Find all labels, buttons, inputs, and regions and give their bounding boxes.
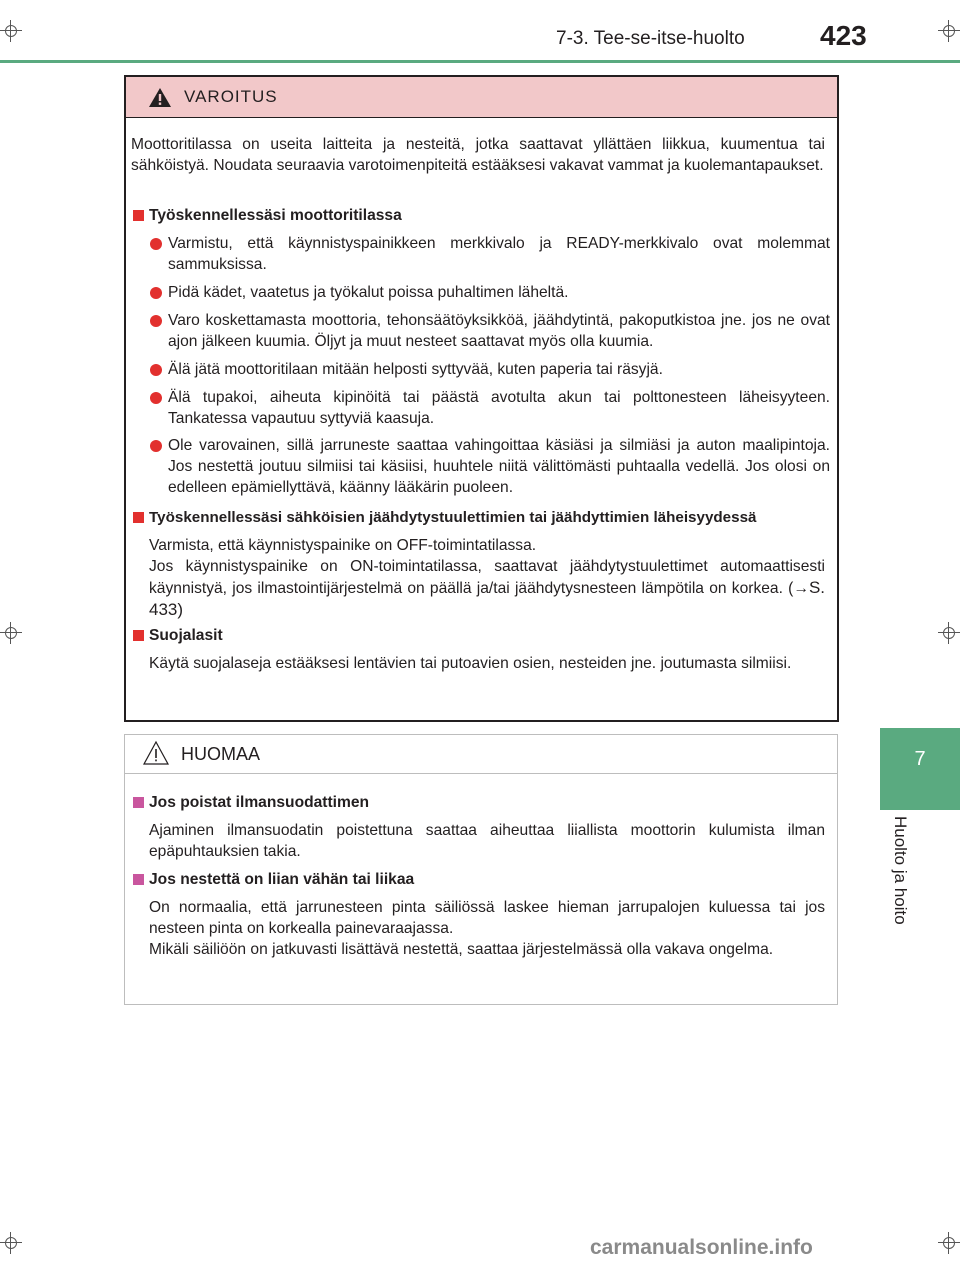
chapter-tab (880, 728, 960, 810)
bullet-dot-icon (150, 440, 162, 452)
crop-mark-mid-left (0, 622, 22, 644)
warning-body-text: Jos käynnistyspainike on ON-toimintatilassa, saattavat jäähdytystuulettimet automaattisesti käynnistyä, jos ilmastointijärjestelmä on päällä ja/tai jäähdytysnesteen lämpötila on korkea. ( (149, 558, 825, 597)
warning-bullet: Varo koskettamasta moottoria, tehonsäätöyksikköä, jäähdytintä, pakoputkistoa jne. jos ne ovat ajon jälkeen kuumia. Öljyt ja muut nesteet saattavat myös olla kuumia. (168, 312, 830, 350)
notice-header (125, 735, 837, 774)
warning-body: Varmista, että käynnistyspainike on OFF-toimintatilassa. (149, 537, 537, 554)
crop-mark-bottom-right (938, 1232, 960, 1254)
notice-section-heading: Jos nestettä on liian vähän tai liikaa (149, 871, 415, 888)
section-square-icon (133, 630, 144, 641)
crop-mark-mid-right (938, 622, 960, 644)
warning-body: Käytä suojalaseja estääksesi lentävien tai putoavien osien, nesteiden jne. joutumasta silmiisi. (149, 655, 792, 672)
header-rule (0, 60, 960, 63)
warning-section-heading: Suojalasit (149, 627, 223, 644)
warning-bullet: Ole varovainen, sillä jarruneste saattaa vahingoittaa käsiäsi ja silmiäsi ja auton maalipintoja. Jos nestettä joutuu silmiisi tai käsiisi, huuhtele niitä välittömästi puhtaalla vedellä. Jos olosi on edelleen epämiellyttävä, käänny lääkärin puoleen. (168, 437, 830, 496)
warning-bullet: Varmistu, että käynnistyspainikkeen merkkivalo ja READY-merkkivalo ovat molemmat sammuksissa. (168, 235, 830, 273)
bullet-dot-icon (150, 364, 162, 376)
notice-body: Ajaminen ilmansuodatin poistettuna saattaa aiheuttaa liiallista moottorin kulumista ilman epäpuhtauksien takia. (149, 822, 825, 860)
warning-section-heading: Työskennellessäsi moottoritilassa (149, 207, 402, 224)
bullet-dot-icon (150, 238, 162, 250)
warning-header (126, 77, 837, 118)
notice-body: Mikäli säiliöön on jatkuvasti lisättävä nestettä, saattaa järjestelmässä olla vakava ongelma. (149, 941, 774, 958)
warning-bullet: Älä tupakoi, aiheuta kipinöitä tai päästä avotulta akun tai polttonesteen läheisyyteen. Tankatessa vapautuu syttyviä kaasuja. (168, 389, 830, 427)
section-square-icon (133, 210, 144, 221)
bullet-dot-icon (150, 392, 162, 404)
crop-mark-top-right (938, 20, 960, 42)
watermark: carmanualsonline.info (590, 1236, 813, 1259)
section-square-icon (133, 512, 144, 523)
warning-title: VAROITUS (184, 87, 278, 106)
chapter-title-vertical (888, 816, 912, 956)
chapter-title: Huolto ja hoito (891, 816, 910, 925)
warning-bullet: Pidä kädet, vaatetus ja työkalut poissa puhaltimen läheltä. (168, 284, 569, 301)
section-title: 7-3. Tee-se-itse-huolto (556, 28, 745, 49)
caution-triangle-icon (143, 740, 169, 766)
section-square-icon (133, 874, 144, 885)
bullet-dot-icon (150, 315, 162, 327)
page-number: 423 (820, 20, 867, 51)
notice-body: On normaalia, että jarrunesteen pinta säiliössä laskee hieman jarrupalojen kuluessa tai jos nesteen pinta on korkealla painevaraajassa. (149, 899, 825, 937)
section-square-icon (133, 797, 144, 808)
notice-title: HUOMAA (181, 744, 261, 764)
crop-mark-top-left (0, 20, 22, 42)
warning-intro: Moottoritilassa on useita laitteita ja nesteitä, jotka saattavat yllättäen liikkua, kuumentua tai sähköistyä. Noudata seuraavia varotoimenpiteitä estääksesi vakavat vammat ja kuolemantapaukset. (131, 136, 825, 174)
page-ref-arrow-icon: → (793, 580, 809, 597)
warning-section-heading: Työskennellessäsi sähköisien jäähdytystuulettimien tai jäähdyttimien läheisyydessä (149, 509, 757, 526)
warning-triangle-icon (148, 87, 172, 108)
chapter-number: 7 (914, 748, 926, 770)
warning-bullet: Älä jätä moottoritilaan mitään helposti syttyvää, kuten paperia tai räsyjä. (168, 361, 663, 378)
page-ref-link[interactable]: S. 433) (149, 578, 825, 619)
warning-body (149, 556, 825, 621)
bullet-dot-icon (150, 287, 162, 299)
crop-mark-bottom-left (0, 1232, 22, 1254)
notice-section-heading: Jos poistat ilmansuodattimen (149, 794, 370, 811)
